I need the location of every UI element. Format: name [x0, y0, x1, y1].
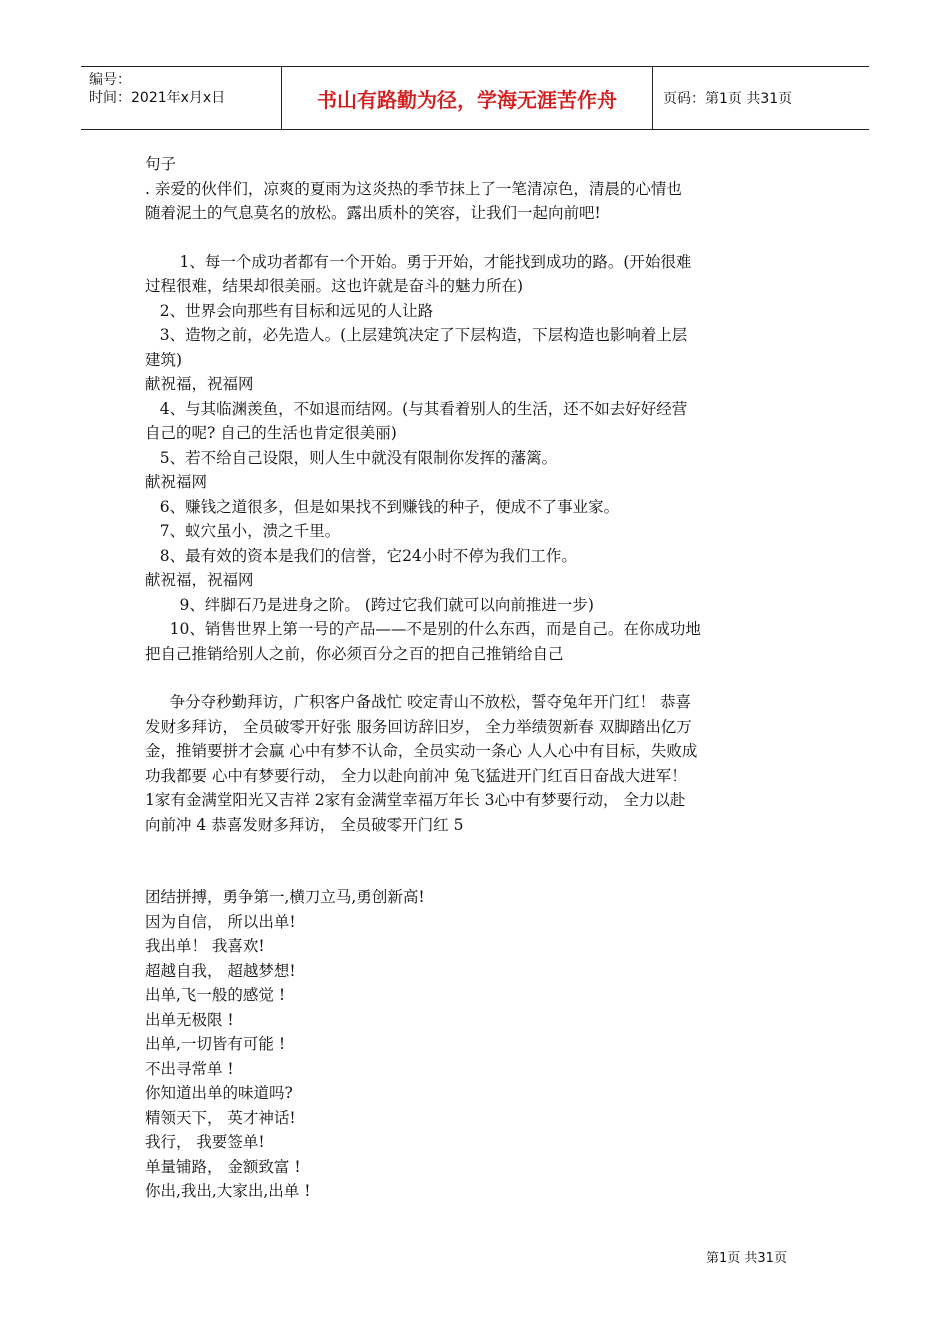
cheer-line: 不出寻常单 ! — [145, 1059, 234, 1078]
saying-line: 献祝福，祝福网 — [145, 571, 254, 589]
date-label: 时间：2021年x月x日 — [89, 90, 226, 106]
saying-line: 9、绊脚石乃是进身之阶。 (跨过它我们就可以向前推进一步) — [145, 595, 594, 614]
cheer-line: 你知道出单的味道吗? — [145, 1084, 293, 1102]
saying-line: 4、与其临渊羡鱼，不如退而结网。(与其看着别人的生活，还不如去好好经营 — [145, 399, 688, 418]
saying-line: 自己的呢? 自己的生活也肯定很美丽) — [145, 424, 397, 442]
intro-paragraph — [145, 177, 810, 226]
cheer-line: 出单无极限 ! — [145, 1010, 234, 1029]
cheer-line: 我出单！ 我喜欢! — [145, 937, 265, 955]
cheer-line: 出单,一切皆有可能 ! — [145, 1035, 286, 1053]
cheer-line: 团结拼搏，勇争第一,横刀立马,勇创新高! — [145, 888, 425, 906]
saying-line: 2、世界会向那些有目标和远见的人让路 — [145, 301, 434, 320]
slogan-line: 金，推销要拼才会赢 心中有梦不认命，全员实动一条心 人人心中有目标，失败成 — [145, 742, 698, 760]
cheer-line: 你出,我出,大家出,出单 ! — [145, 1182, 311, 1200]
header-motto: 书山有路勤为径，学海无涯苦作舟 — [281, 67, 653, 129]
intro-line: . 亲爱的伙伴们，凉爽的夏雨为这炎热的季节抹上了一笔清凉色，清晨的心情也 — [145, 179, 682, 198]
cheer-line: 我行， 我要签单! — [145, 1133, 265, 1151]
page-header — [81, 66, 869, 130]
cheer-line: 精领天下， 英才神话! — [145, 1108, 296, 1127]
saying-line: 6、赚钱之道很多，但是如果找不到赚钱的种子，便成不了事业家。 — [145, 497, 620, 516]
saying-line: 献祝福，祝福网 — [145, 375, 254, 393]
saying-line: 8、最有效的资本是我们的信誉，它24小时不停为我们工作。 — [145, 546, 577, 565]
cheer-line: 出单,飞一般的感觉 ! — [145, 986, 286, 1004]
cheer-line: 因为自信， 所以出单! — [145, 912, 296, 931]
saying-line: 献祝福网 — [145, 473, 208, 491]
cheer-line: 超越自我， 超越梦想! — [145, 961, 296, 980]
slogan-line: 向前冲 4 恭喜发财多拜访， 全员破零开门红 5 — [145, 815, 464, 834]
saying-line: 7、蚁穴虽小，溃之千里。 — [145, 522, 341, 540]
slogan-line: 争分夺秒勤拜访，广积客户备战忙 咬定青山不放松，誓夺兔年开门红！ 恭喜 — [145, 693, 691, 711]
slogan-line: 1家有金满堂阳光又吉祥 2家有金满堂幸福万年长 3心中有梦要行动， 全力以赴 — [145, 791, 686, 809]
sayings-list — [145, 250, 810, 667]
document-title: 句子 — [145, 155, 177, 173]
saying-line: 3、造物之前，必先造人。(上层建筑决定了下层构造，下层构造也影响着上层 — [145, 326, 688, 344]
saying-line: 把自己推销给别人之前，你必须百分之百的把自己推销给自己 — [145, 644, 564, 663]
page-footer: 第1页 共31页 — [706, 1251, 787, 1266]
header-meta — [81, 67, 281, 129]
intro-line: 随着泥土的气息莫名的放松。露出质朴的笑容，让我们一起向前吧! — [145, 204, 601, 222]
document-body — [145, 152, 810, 1204]
cheer-line: 单量铺路， 金额致富 ! — [145, 1157, 301, 1176]
saying-line: 过程很难，结果却很美丽。这也许就是奋斗的魅力所在) — [145, 277, 524, 295]
saying-line: 建筑) — [145, 350, 183, 369]
slogans-paragraph — [145, 690, 810, 837]
slogan-line: 发财多拜访， 全员破零开好张 服务回访辞旧岁， 全力举绩贺新春 双脚踏出亿万 — [145, 717, 692, 736]
slogan-line: 功我都要 心中有梦要行动， 全力以赴向前冲 兔飞猛进开门红百日奋战大进军！ — [145, 766, 687, 785]
header-page-label: 页码：第1页 共31页 — [663, 91, 793, 107]
number-label: 编号： — [89, 72, 131, 88]
saying-line: 5、若不给自己设限，则人生中就没有限制你发挥的藩篱。 — [145, 448, 558, 467]
saying-line: 1、每一个成功者都有一个开始。勇于开始，才能找到成功的路。(开始很难 — [145, 252, 692, 271]
cheers-list — [145, 885, 810, 1204]
saying-line: 10、销售世界上第一号的产品——不是别的什么东西，而是自己。在你成功地 — [145, 620, 701, 638]
